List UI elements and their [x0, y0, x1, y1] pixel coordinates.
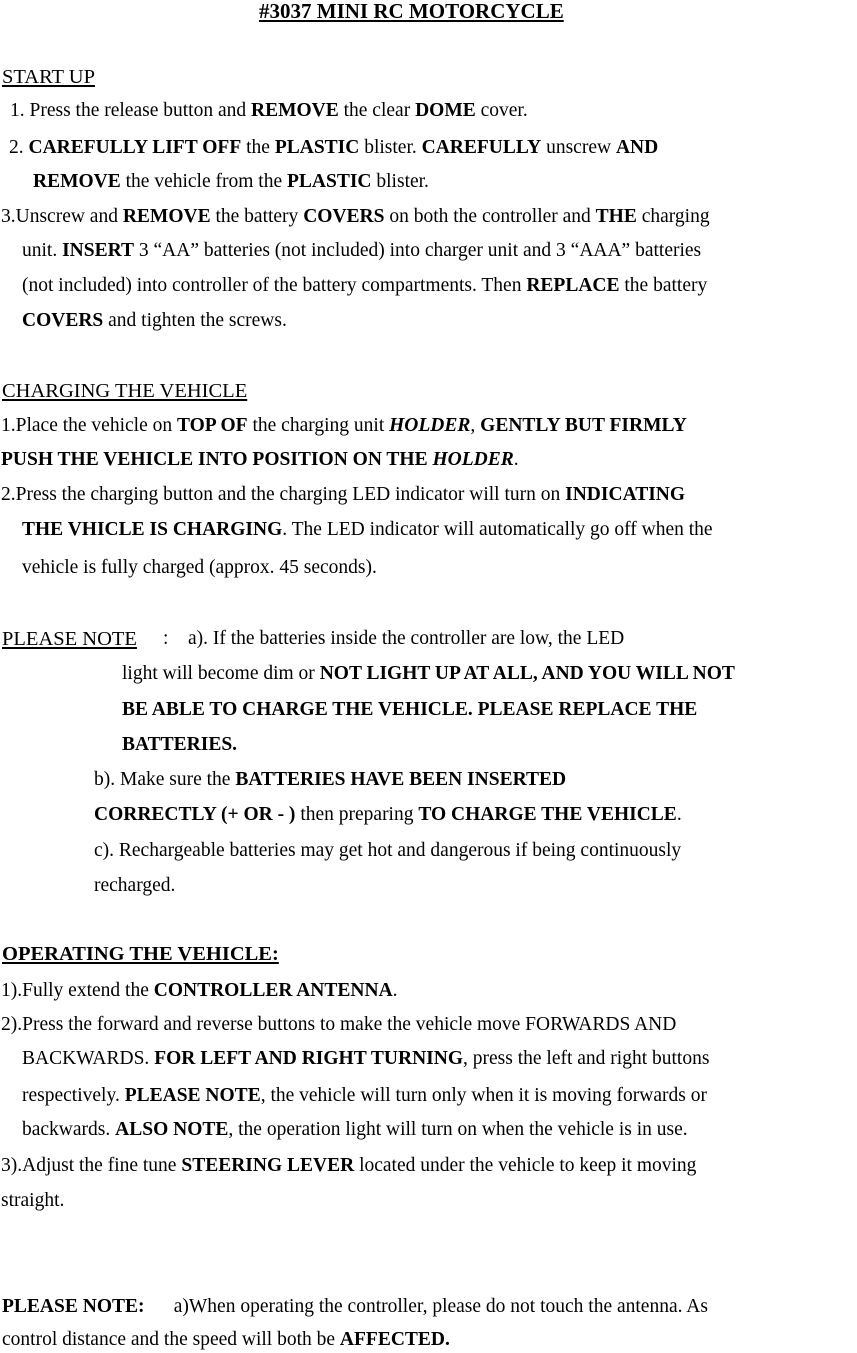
text-run: . [513, 449, 519, 470]
please-note-colon: : [163, 628, 169, 649]
text-run: the battery [210, 206, 304, 227]
text-run: unit. [22, 240, 63, 261]
text-run: REPLACE [526, 275, 620, 296]
text-run: and tighten the screws. [103, 310, 287, 331]
text-run: 3.Unscrew and [1, 206, 123, 227]
text-run: 2).Press the forward and reverse buttons to make the vehicle move FORWARDS AND [1, 1014, 677, 1035]
text-run: NOT LIGHT UP AT ALL, AND YOU WILL NOT [319, 663, 735, 684]
note-line [94, 770, 566, 790]
text-run: 2.Press the charging button and the charging LED indicator will turn on [1, 484, 566, 505]
start-up-line [33, 172, 429, 192]
text-run: , the vehicle will turn only when it is moving forwards or [260, 1085, 707, 1106]
charging-line [1, 485, 685, 505]
charging-line [22, 558, 377, 578]
text-run: . The LED indicator will automatically go off when the [282, 519, 713, 540]
text-run: blister. [371, 171, 429, 192]
text-run: then preparing [295, 804, 419, 825]
text-run: cover. [475, 100, 528, 121]
text-run: , the operation light will turn on when the vehicle is in use. [228, 1119, 688, 1140]
text-run: HOLDER [432, 449, 514, 470]
charging-line [22, 520, 713, 540]
please-note-label: PLEASE NOTE [2, 628, 137, 650]
text-run: b). Make sure the [94, 769, 236, 790]
text-run: backwards. [22, 1119, 116, 1140]
text-run: 1).Fully extend the [1, 980, 154, 1001]
note-line [94, 805, 682, 825]
document-title: #3037 MINI RC MOTORCYCLE [259, 0, 564, 23]
text-run: PLASTIC [286, 171, 372, 192]
text-run: light will become dim or [122, 663, 320, 684]
start-up-line [22, 311, 287, 331]
text-run: BATTERIES HAVE BEEN INSERTED [235, 769, 567, 790]
text-run: (not included) into controller of the battery compartments. Then [22, 275, 527, 296]
text-run: CORRECTLY (+ OR - ) [94, 804, 296, 825]
start-up-line [9, 138, 658, 158]
text-run: PUSH THE VEHICLE INTO POSITION ON THE [1, 449, 433, 470]
text-run: the clear [338, 100, 416, 121]
text-run: REMOVE [33, 171, 121, 192]
note-line [94, 876, 175, 896]
text-run: THE VHICLE IS CHARGING [22, 519, 283, 540]
text-run: on both the controller and [384, 206, 596, 227]
text-run: BE ABLE TO CHARGE THE VEHICLE. PLEASE REPLACE THE [122, 699, 698, 720]
text-run: . [392, 980, 398, 1001]
text-run: a). If the batteries inside the controller are low, the LED [188, 628, 625, 649]
text-run: 3 “AA” batteries (not included) into charger unit and 3 “AAA” batteries [134, 240, 702, 261]
text-run: STEERING LEVER [181, 1155, 355, 1176]
note-line [94, 841, 681, 861]
text-run: REMOVE [250, 100, 339, 121]
text-run: 1.Place the vehicle on [1, 415, 177, 436]
charging-line [1, 450, 519, 470]
final-note-line [2, 1330, 450, 1350]
text-run: recharged. [94, 875, 176, 896]
text-run: REMOVE [122, 206, 211, 227]
text-run: CONTROLLER ANTENNA [153, 980, 393, 1001]
text-run: THE [595, 206, 637, 227]
text-run: GENTLY BUT FIRMLY [480, 415, 687, 436]
text-run: BATTERIES. [122, 734, 238, 755]
text-run: BACKWARDS. [22, 1048, 155, 1069]
text-run: INSERT [62, 240, 135, 261]
note-line [122, 735, 237, 755]
note-line [188, 629, 624, 649]
text-run: the vehicle from the [120, 171, 287, 192]
text-run: DOME [415, 100, 476, 121]
operating-line [22, 1120, 688, 1140]
text-run: charging [636, 206, 710, 227]
text-run: the charging unit [247, 415, 390, 436]
text-run: PLASTIC [274, 137, 360, 158]
start-up-line [1, 207, 710, 227]
text-run: a)When operating the controller, please do not touch the antenna. As [144, 1296, 708, 1317]
text-run: 3).Adjust the fine tune [1, 1155, 182, 1176]
start-up-line [22, 241, 701, 261]
text-run: straight. [1, 1190, 65, 1211]
start-up-heading: START UP [2, 66, 96, 88]
charging-line [1, 416, 687, 436]
text-run: located under the vehicle to keep it moving [354, 1155, 697, 1176]
text-run: blister. [359, 137, 422, 158]
text-run: CAREFULLY LIFT OFF [28, 137, 242, 158]
text-run: TOP OF [176, 415, 248, 436]
text-run: respectively. [22, 1085, 125, 1106]
text-run: 1. Press the release button and [10, 100, 251, 121]
final-note-line [2, 1297, 708, 1317]
text-run: INDICATING [565, 484, 686, 505]
operating-line [1, 1191, 64, 1211]
text-run: c). Rechargeable batteries may get hot and dangerous if being continuously [94, 840, 682, 861]
text-run: COVERS [303, 206, 385, 227]
text-run: unscrew [541, 137, 616, 158]
operating-line [1, 1015, 676, 1035]
text-run: PLEASE NOTE [124, 1085, 261, 1106]
operating-line [22, 1086, 707, 1106]
start-up-line [10, 101, 528, 121]
text-run: ALSO NOTE [115, 1119, 229, 1140]
text-run: FOR LEFT AND RIGHT TURNING [154, 1048, 463, 1069]
text-run: AND [615, 137, 659, 158]
note-line [122, 664, 735, 684]
text-run: vehicle is fully charged (approx. 45 seconds). [22, 557, 377, 578]
operating-heading: OPERATING THE VEHICLE: [2, 943, 279, 965]
charging-heading: CHARGING THE VEHICLE [2, 380, 248, 402]
operating-line [1, 1156, 696, 1176]
text-run: CAREFULLY [421, 137, 542, 158]
text-run: , [470, 415, 481, 436]
text-run: . [676, 804, 682, 825]
text-run: 2. [9, 137, 29, 158]
operating-line [1, 981, 398, 1001]
text-run: control distance and the speed will both be [2, 1329, 340, 1350]
text-run: AFFECTED. [339, 1329, 450, 1350]
text-run: the battery [619, 275, 708, 296]
text-run: TO CHARGE THE VEHICLE [418, 804, 677, 825]
text-run: HOLDER [389, 415, 471, 436]
start-up-line [22, 276, 707, 296]
text-run: , press the left and right buttons [463, 1048, 710, 1069]
note-line [122, 700, 697, 720]
operating-line [22, 1049, 709, 1069]
text-run: COVERS [22, 310, 104, 331]
text-run: PLEASE NOTE: [2, 1296, 145, 1317]
text-run: the [241, 137, 275, 158]
